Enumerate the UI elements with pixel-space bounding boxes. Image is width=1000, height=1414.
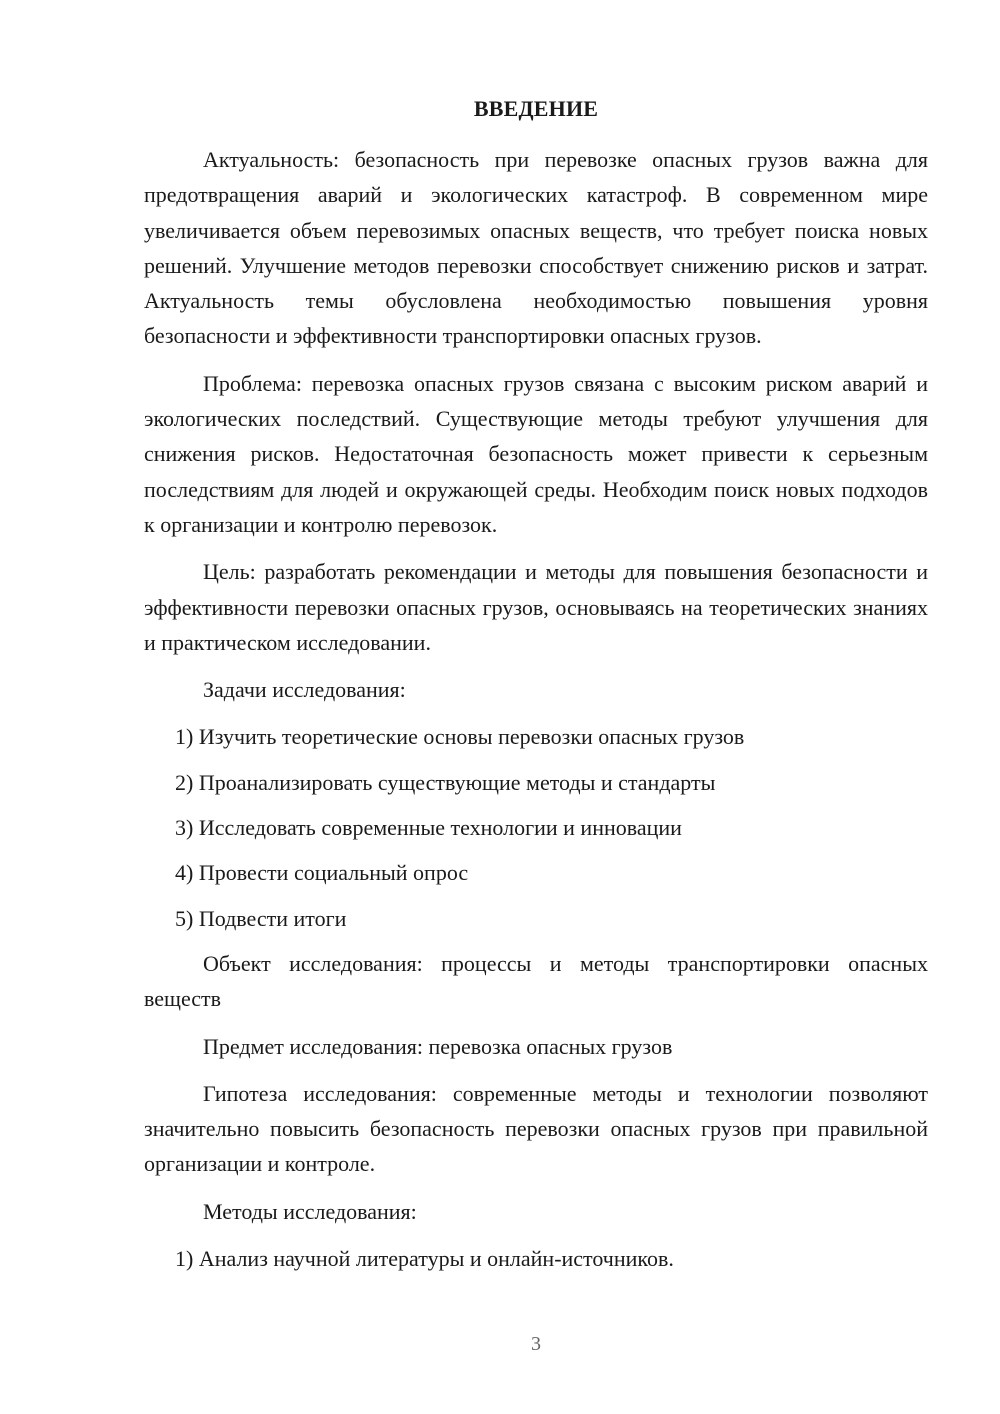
page-number: 3	[531, 1333, 541, 1355]
problem-paragraph: Проблема: перевозка опасных грузов связана с высоким риском аварий и экологических последствий. Существующие методы требуют улучшения для снижения рисков. Недостаточная безопасность может привести к серьезным последствиям для людей и окружающей среды. Необходим поиск новых подходов к организации и контролю перевозок.	[144, 370, 928, 537]
hypothesis-paragraph: Гипотеза исследования: современные методы и технологии позволяют значительно повысить безопасность перевозки опасных грузов при правильной организации и контроле.	[144, 1080, 928, 1177]
goal-paragraph: Цель: разработать рекомендации и методы для повышения безопасности и эффективности перевозки опасных грузов, основываясь на теоретических знаниях и практическом исследовании.	[144, 559, 928, 655]
object-paragraph: Объект исследования: процессы и методы транспортировки опасных веществ	[144, 950, 928, 1012]
tasks-list	[144, 719, 928, 935]
tasks-title: Задачи исследования:	[203, 677, 406, 703]
list-item: 1) Изучить теоретические основы перевозки опасных грузов	[175, 724, 745, 750]
methods-title: Методы исследования:	[203, 1198, 417, 1224]
document-body	[144, 142, 928, 1286]
page-heading: ВВЕДЕНИЕ	[473, 96, 599, 121]
list-item: 4) Провести социальный опрос	[175, 860, 469, 886]
list-item: 3) Исследовать современные технологии и инновации	[175, 815, 682, 841]
relevance-paragraph: Актуальность: безопасность при перевозке опасных грузов важна для предотвращения аварий и экологических катастроф. В современном мире увеличивается объем перевозимых опасных веществ, что требует поиска новых решений. Улучшение методов перевозки способствует снижению рисков и затрат. Актуальность темы обусловлена необходимостью повышения уровня безопасности и эффективности транспортировки опасных грузов.	[144, 147, 928, 349]
methods-list	[144, 1241, 928, 1276]
list-item: 1) Анализ научной литературы и онлайн-источников.	[175, 1246, 674, 1272]
list-item: 5) Подвести итоги	[175, 905, 347, 931]
list-item: 2) Проанализировать существующие методы и стандарты	[175, 769, 716, 795]
subject-paragraph: Предмет исследования: перевозка опасных грузов	[203, 1033, 673, 1059]
